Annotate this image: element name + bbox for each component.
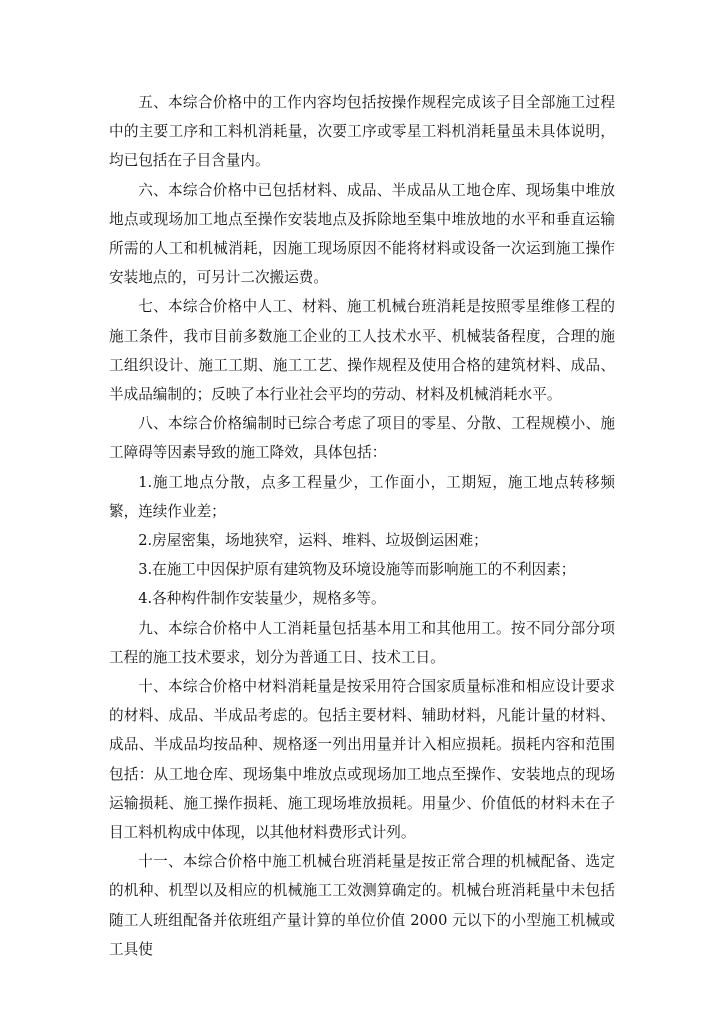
paragraph-9: 九、本综合价格中人工消耗量包括基本用工和其他用工。按不同分部分项工程的施工技术要求，划分为普通工日、技术工日。 [109,619,615,666]
list-item-2: 2.房屋密集，场地狭窄，运料、堆料、垃圾倒运困难； [138,532,488,550]
paragraph-11: 十一、本综合价格中施工机械台班消耗量是按正常合理的机械配备、选定的机种、机型以及相应的机械施工工效测算确定的。机械台班消耗量中未包括随工人班组配备并依班组产量计算的单位价值 2000 元以下的小型施工机械或工具使 [109,853,615,958]
paragraph-5: 五、本综合价格中的工作内容均包括按操作规程完成该子目全部施工过程中的主要工序和工料机消耗量，次要工序或零星工料机消耗量虽未具体说明，均已包括在子目含量内。 [109,94,615,170]
paragraph-8: 八、本综合价格编制时已综合考虑了项目的零星、分散、工程规模小、施工障碍等因素导致的施工降效，具体包括： [109,415,615,462]
paragraph-7: 七、本综合价格中人工、材料、施工机械台班消耗是按照零星维修工程的施工条件，我市目前多数施工企业的工人技术水平、机械装备程度，合理的施工组织设计、施工工期、施工工艺、操作规程及使用合格的建筑材料、成品、半成品编制的；反映了本行业社会平均的劳动、材料及机械消耗水平。 [109,298,615,404]
paragraph-10: 十、本综合价格中材料消耗量是按采用符合国家质量标准和相应设计要求的材料、成品、半成品考虑的。包括主要材料、辅助材料，凡能计量的材料、成品、半成品均按品种、规格逐一列出用量并计入相应损耗。损耗内容和范围包括：从工地仓库、现场集中堆放点或现场加工地点至操作、安装地点的现场运输损耗、施工操作损耗、施工现场堆放损耗。用量少、价值低的材料未在子目工料机构成中体现，以其他材料费形式计列。 [109,678,615,842]
list-item-4: 4.各种构件制作安装量少，规格多等。 [138,590,386,608]
list-item-3: 3.在施工中因保护原有建筑物及环境设施等而影响施工的不利因素； [138,561,576,579]
document-body [109,88,615,964]
paragraph-6: 六、本综合价格中已包括材料、成品、半成品从工地仓库、现场集中堆放地点或现场加工地点至操作安装地点及拆除地至集中堆放地的水平和垂直运输所需的人工和机械消耗，因施工现场原因不能将材料或设备一次运到施工操作安装地点的，可另计二次搬运费。 [109,181,615,287]
list-item-1: 1.施工地点分散，点多工程量少，工作面小，工期短，施工地点转移频繁，连续作业差； [109,473,615,520]
